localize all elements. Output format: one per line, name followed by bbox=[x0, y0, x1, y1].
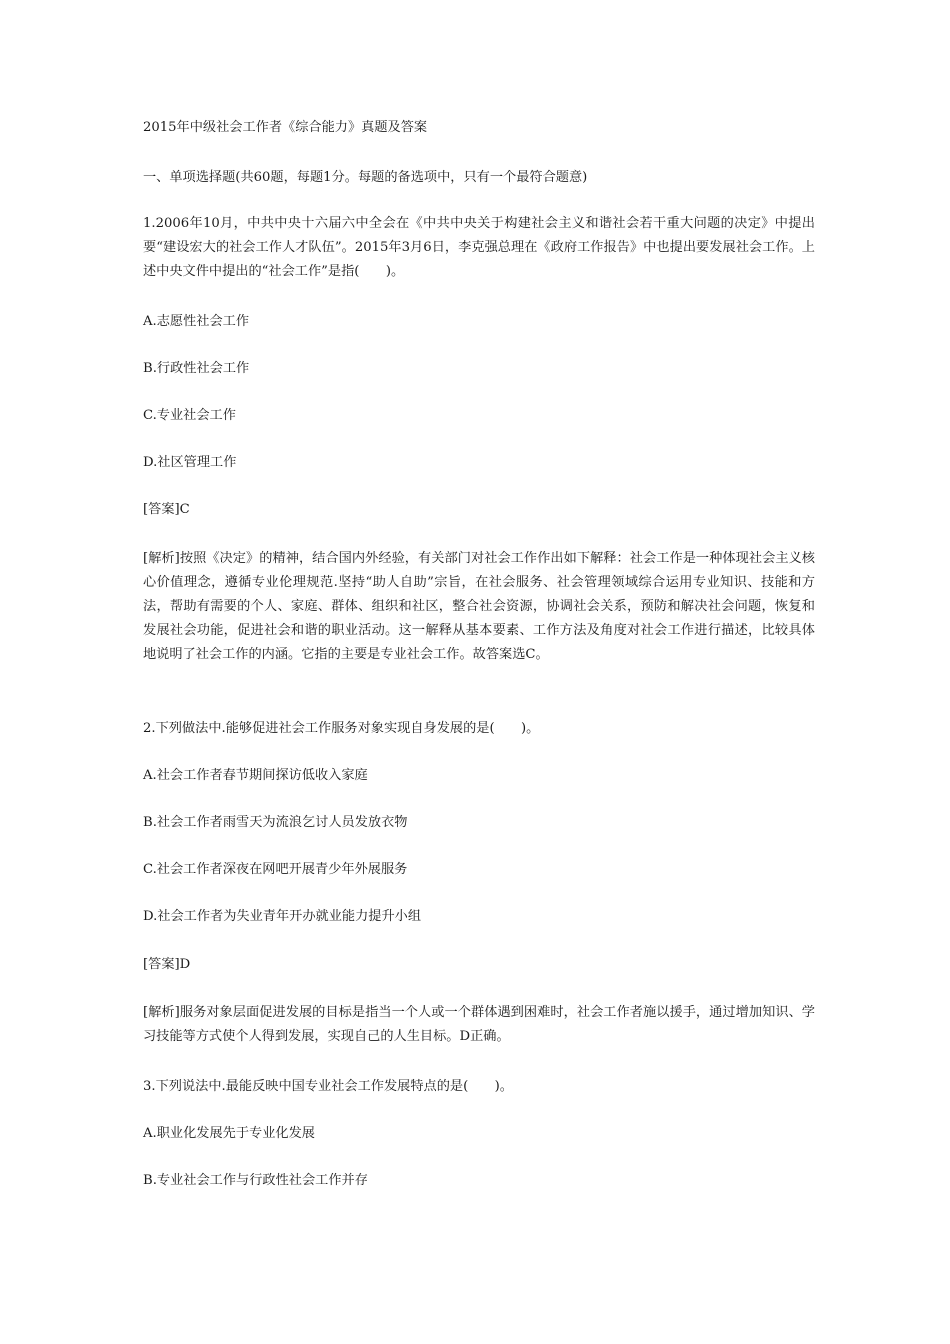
question-1-option-d: D.社区管理工作 bbox=[143, 455, 237, 470]
question-3-stem: 3.下列说法中.最能反映中国专业社会工作发展特点的是( )。 bbox=[143, 1079, 513, 1094]
question-1-analysis: [解析]按照《决定》的精神，结合国内外经验，有关部门对社会工作作出如下解释：社会工作是一种体现社会主义核心价值理念，遵循专业伦理规范.坚持“助人自助”宗旨，在社会服务、社会管理领域综合运用专业知识、技能和方法，帮助有需要的个人、家庭、群体、组织和社区，整合社会资源，协调社会关系，预防和解决社会问题，恢复和发展社会功能，促进社会和谐的职业活动。这一解释从基本要素、工作方法及角度对社会工作进行描述，比较具体地说明了社会工作的内涵。它指的主要是专业社会工作。故答案选C。 bbox=[143, 551, 815, 662]
question-1-option-b: B.行政性社会工作 bbox=[143, 361, 250, 376]
question-2-answer: [答案]D bbox=[143, 957, 191, 972]
question-1-stem: 1.2006年10月，中共中央十六届六中全会在《中共中央关于构建社会主义和谐社会若干重大问题的决定》中提出要“建设宏大的社会工作人才队伍”。2015年3月6日，李克强总理在《政府工作报告》中也提出要发展社会工作。上述中央文件中提出的“社会工作”是指( )。 bbox=[143, 216, 815, 279]
question-3-option-a: A.职业化发展先于专业化发展 bbox=[143, 1126, 315, 1141]
question-1-answer: [答案]C bbox=[143, 502, 190, 517]
document-title: 2015年中级社会工作者《综合能力》真题及答案 bbox=[143, 120, 428, 135]
question-2-analysis: [解析]服务对象层面促进发展的目标是指当一个人或一个群体遇到困难时，社会工作者施以援手，通过增加知识、学习技能等方式使个人得到发展，实现自己的人生目标。D正确。 bbox=[143, 1005, 815, 1044]
section-heading: 一、单项选择题(共60题，每题1分。每题的备选项中，只有一个最符合题意) bbox=[143, 170, 588, 185]
question-3-option-b: B.专业社会工作与行政性社会工作并存 bbox=[143, 1173, 368, 1188]
question-1-option-a: A.志愿性社会工作 bbox=[143, 314, 250, 329]
question-1-option-c: C.专业社会工作 bbox=[143, 408, 236, 423]
question-2-option-b: B.社会工作者雨雪天为流浪乞讨人员发放衣物 bbox=[143, 815, 408, 830]
question-2-option-a: A.社会工作者春节期间探访低收入家庭 bbox=[143, 768, 368, 783]
question-2-option-d: D.社会工作者为失业青年开办就业能力提升小组 bbox=[143, 909, 422, 924]
question-2-option-c: C.社会工作者深夜在网吧开展青少年外展服务 bbox=[143, 862, 408, 877]
question-2-stem: 2.下列做法中.能够促进社会工作服务对象实现自身发展的是( )。 bbox=[143, 721, 540, 736]
